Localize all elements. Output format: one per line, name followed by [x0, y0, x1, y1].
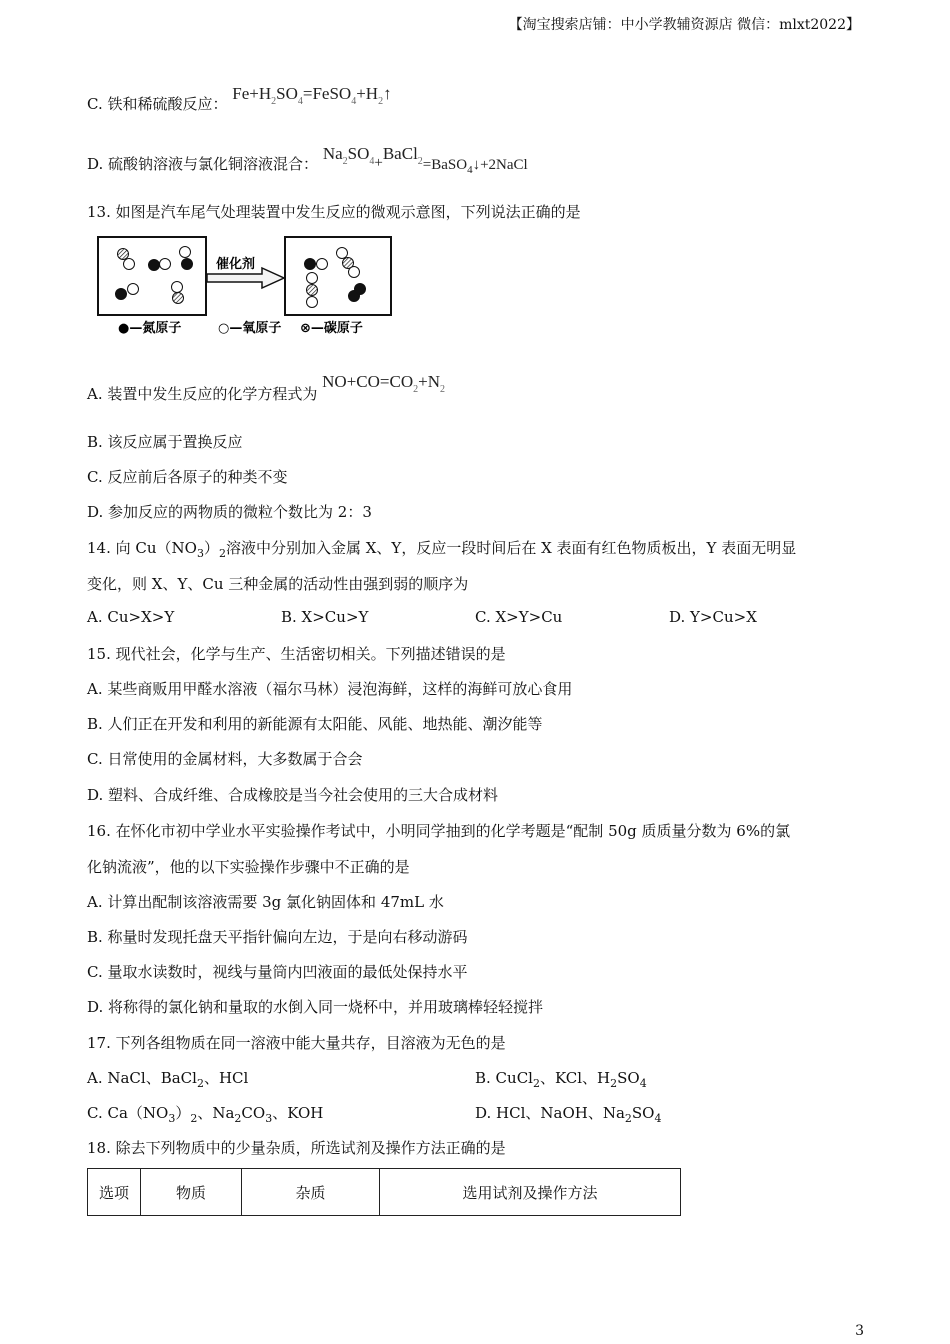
q13-option-a-formula: $NO+CO=CO_2+N_2$ — [322, 372, 445, 395]
page-number: 3 — [855, 1323, 864, 1339]
carbon-atom-icon — [173, 293, 184, 304]
legend-oxygen: ○—氧原子 — [218, 321, 282, 336]
q13-option-a-label: A. 装置中发生反应的化学方程式为 — [87, 385, 318, 403]
oxygen-atom-icon — [172, 282, 183, 293]
q14-option-c: C. X>Y>Cu — [475, 608, 563, 626]
catalyst-label: 催化剂 — [216, 257, 256, 272]
nitrogen-atom-icon — [149, 260, 160, 271]
q12-option-c-label: C. 铁和稀硫酸反应： — [87, 95, 228, 113]
table-header-cell: 选用试剂及操作方法 — [380, 1169, 681, 1216]
oxygen-atom-icon — [337, 248, 348, 259]
q14-option-a: A. Cu>X>Y — [87, 608, 175, 626]
nitrogen-atom-icon — [305, 259, 316, 270]
table-header-row — [88, 1169, 681, 1216]
q12-option-c-formula: $Fe+H_2SO_4=FeSO_4+H_2↑$ — [232, 84, 392, 107]
oxygen-atom-icon — [124, 259, 135, 270]
q13-reaction-diagram — [96, 234, 396, 340]
q12-option-d — [87, 144, 528, 176]
q12-option-d-formula: $Na_2SO_4+BaCl_2=BaSO_4↓+2NaCl$ — [322, 144, 528, 176]
oxygen-atom-icon — [349, 267, 360, 278]
page-header: 【淘宝搜索店铺：中小学教辅资源店 微信：mlxt2022】 — [508, 17, 860, 33]
table-header-cell: 物质 — [141, 1169, 242, 1216]
carbon-atom-icon — [307, 285, 318, 296]
carbon-atom-icon — [118, 249, 129, 260]
table-header-cell: 杂质 — [242, 1169, 380, 1216]
q13-stem: 13. 如图是汽车尾气处理装置中发生反应的微观示意图，下列说法正确的是 — [87, 203, 581, 221]
q17-stem: 17. 下列各组物质在同一溶液中能大量共存，目溶液为无色的是 — [87, 1034, 506, 1052]
q12-option-c — [87, 84, 392, 114]
q14-option-b: B. X>Cu>Y — [281, 608, 369, 626]
table-header-cell: 选项 — [88, 1169, 141, 1216]
q18-stem: 18. 除去下列物质中的少量杂质，所选试剂及操作方法正确的是 — [87, 1139, 506, 1157]
nitrogen-atom-icon — [116, 289, 127, 300]
q16-option-b: B. 称量时发现托盘天平指针偏向左边，于是向右移动游码 — [87, 928, 468, 946]
q15-stem: 15. 现代社会，化学与生产、生活密切相关。下列描述错误的是 — [87, 645, 506, 663]
q12-option-d-label: D. 硫酸钠溶液与氯化铜溶液混合： — [87, 155, 319, 173]
q13-option-b: B. 该反应属于置换反应 — [87, 433, 243, 451]
q13-option-c: C. 反应前后各原子的种类不变 — [87, 468, 288, 486]
q16-option-d: D. 将称得的氯化钠和量取的水倒入同一烧杯中，并用玻璃棒轻轻搅拌 — [87, 998, 544, 1016]
nitrogen-atom-icon — [355, 284, 366, 295]
oxygen-atom-icon — [307, 297, 318, 308]
q15-option-a: A. 某些商贩用甲醛水溶液（福尔马林）浸泡海鲜，这样的海鲜可放心食用 — [87, 680, 573, 698]
q17-option-a: A. NaCl、BaCl$_2$、HCl — [87, 1069, 249, 1090]
oxygen-atom-icon — [128, 284, 139, 295]
q15-option-c: C. 日常使用的金属材料，大多数属于合会 — [87, 750, 363, 768]
q16-stem: 16. 在怀化市初中学业水平实验操作考试中，小明同学抽到的化学考题是“配制 50g 质质量分数为 6%的氯 — [87, 822, 791, 840]
legend-nitrogen: ●—氮原子 — [118, 321, 182, 336]
q14-stem-line2: 变化，则 X、Y、Cu 三种金属的活动性由强到弱的顺序为 — [87, 575, 469, 593]
q17-option-d: D. HCl、NaOH、$Na_2SO_4$ — [475, 1104, 662, 1125]
q14-stem: 14. 向 $Cu(NO_3)_2$溶液中分别加入金属 X、Y，反应一段时间后在 X 表面有红色物质板出，Y 表面无明显 — [87, 539, 797, 560]
q13-option-a — [87, 372, 445, 404]
q13-option-d: D. 参加反应的两物质的微粒个数比为 2：3 — [87, 503, 372, 521]
q14-option-d: D. Y>Cu>X — [669, 608, 757, 626]
q15-option-d: D. 塑料、合成纤维、合成橡胶是当今社会使用的三大合成材料 — [87, 786, 499, 804]
oxygen-atom-icon — [307, 273, 318, 284]
oxygen-atom-icon — [160, 259, 171, 270]
oxygen-atom-icon — [317, 259, 328, 270]
q15-option-b: B. 人们正在开发和利用的新能源有太阳能、风能、地热能、潮汐能等 — [87, 715, 543, 733]
q18-table — [87, 1168, 681, 1216]
q16-option-a: A. 计算出配制该溶液需要 3g 氯化钠固体和 47mL 水 — [87, 893, 444, 911]
oxygen-atom-icon — [180, 247, 191, 258]
q17-option-c: C. $Ca(NO_3)_2$、$Na_2CO_3$、KOH — [87, 1104, 324, 1125]
q16-option-c: C. 量取水读数时，视线与量筒内凹液面的最低处保持水平 — [87, 963, 468, 981]
q16-stem-line2: 化钠流液”，他的以下实验操作步骤中不正确的是 — [87, 858, 410, 876]
q17-option-b: B. CuCl$_2$、KCl、$H_2SO_4$ — [475, 1069, 647, 1090]
legend-carbon: ⊗—碳原子 — [300, 321, 363, 336]
nitrogen-atom-icon — [182, 259, 193, 270]
